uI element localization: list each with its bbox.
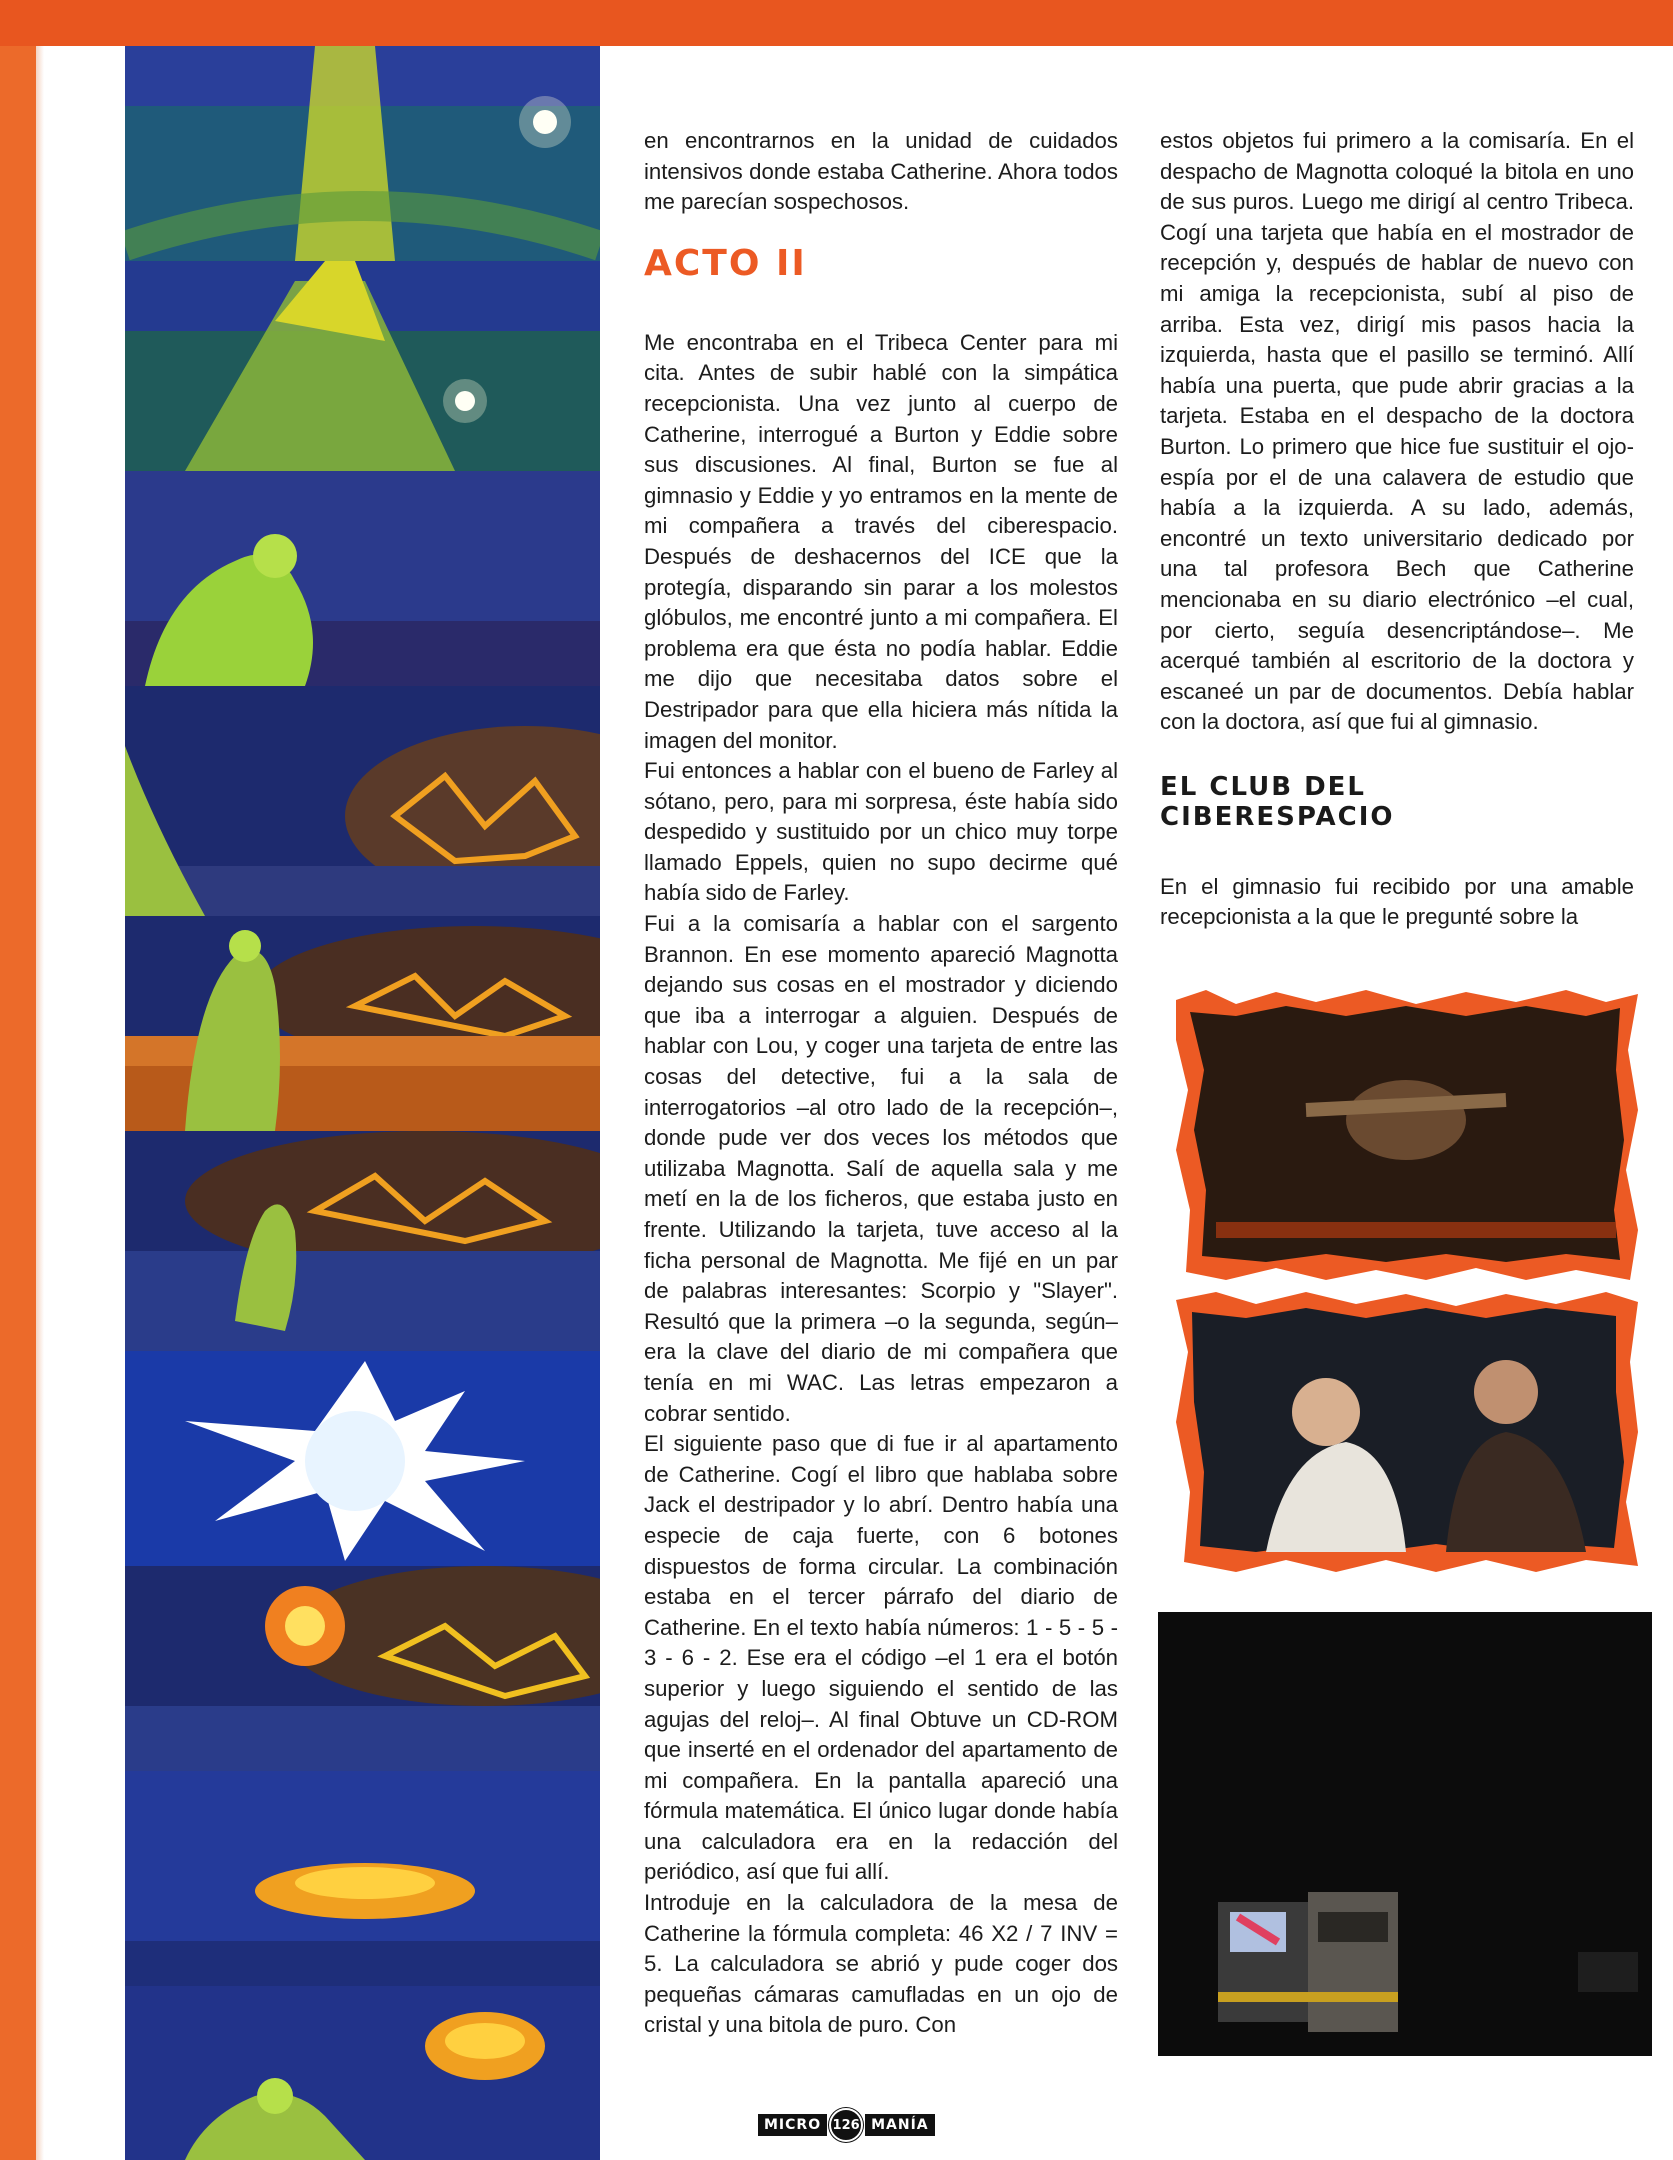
screenshot-frame-8	[125, 1566, 600, 1771]
screenshot-frame-7	[125, 1351, 600, 1566]
heading-acto-ii: ACTO II	[644, 242, 807, 284]
page-number: 126	[829, 2108, 863, 2142]
heading-club-ciberespacio	[1160, 772, 1634, 832]
article-column-middle	[644, 126, 1118, 2041]
screenshot-frame-4	[125, 686, 600, 916]
heading-line-1: EL CLUB DEL	[1160, 771, 1366, 802]
left-orange-edge	[0, 46, 36, 2160]
screenshot-frame-1	[125, 46, 600, 261]
logo-mania: MANÍA	[865, 2114, 935, 2136]
body-paragraph: Introduje en la calculadora de la mesa de Catherine la fórmula completa: 46 X2 / 7 INV = 5. La calculadora se abrió y pude coger dos pequeñas cámaras camufladas en un ojo de cristal y una bitola de puro. Con	[644, 1890, 1118, 2038]
screenshot-filmstrip	[125, 46, 600, 2160]
body-paragraph: En el gimnasio fui recibido por una amable recepcionista a la que le pregunté sobre la	[1160, 873, 1634, 930]
body-paragraph: Fui entonces a hablar con el bueno de Farley al sótano, pero, para mi sorpresa, éste había sido despedido y sustituido por un chico muy torpe llamado Eppels, quien no supo decirme qué había sido de Farley.	[644, 758, 1118, 906]
photo-dark-scene	[1158, 1612, 1652, 2056]
top-orange-bar	[0, 0, 1673, 46]
body-paragraph: El siguiente paso que di fue ir al apartamento de Catherine. Cogí el libro que hablaba sobre Jack el destripador y lo abrí. Dentro había una especie de caja fuerte, con 6 botones dispuestos de forma circular. La combinación estaba en el tercer párrafo del diario de Catherine. En el texto había números: 1 - 5 - 5 - 3 - 6 - 2. Ese era el código –el 1 era el botón superior y luego siguiendo el sentido de las agujas del reloj–. Al final Obtuve un CD-ROM que inserté en el ordenador del apartamento de mi compañera. En la pantalla apareció una fórmula matemática. El único lugar donde había una calculadora era en la redacción del periódico, así que fui allí.	[644, 1431, 1118, 1885]
screenshot-frame-3	[125, 471, 600, 686]
screenshot-frame-10	[125, 1986, 600, 2160]
photo-torn-edge-2	[1176, 1292, 1638, 1572]
left-edge-shadow	[36, 46, 44, 2160]
article-column-right	[1160, 126, 1634, 933]
screenshot-frame-5	[125, 916, 600, 1131]
footer-logo	[758, 2110, 935, 2140]
logo-micro: MICRO	[758, 2114, 827, 2136]
screenshot-frame-9	[125, 1771, 600, 1986]
heading-line-2: CIBERESPACIO	[1160, 801, 1395, 832]
body-paragraph: Fui a la comisaría a hablar con el sargento Brannon. En ese momento apareció Magnotta dejando sus cosas en el mostrador y diciendo que iba a interrogar a alguien. Después de hablar con Lou, y coger una tarjeta de entre las cosas del detective, fui a la sala de interrogatorios –al otro lado de la recepción–, donde pude ver dos veces los métodos que utilizaba Magnotta. Salí de aquella sala y me metí en la de los ficheros, que estaba justo en frente. Utilizando la tarjeta, tuve acceso al la ficha personal de Magnotta. Me fijé en un par de palabras interesantes: Scorpio y "Slayer". Resultó que la primera –o la segunda, según–era la clave del diario de mi compañera que tenía en mi WAC. Las letras empezaron a cobrar sentido.	[644, 911, 1118, 1426]
intro-paragraph: en encontrarnos en la unidad de cuidados intensivos donde estaba Catherine. Ahora todos me parecían sospechosos.	[644, 128, 1118, 215]
screenshot-frame-2	[125, 261, 600, 471]
body-paragraph: Me encontraba en el Tribeca Center para mi cita. Antes de subir hablé con la simpática recepcionista. Una vez junto al cuerpo de Catherine, interrogué a Burton y Eddie sobre sus discusiones. Al final, Burton se fue al gimnasio y Eddie y yo entramos en la mente de mi compañera a través del ciberespacio. Después de deshacernos del ICE que la protegía, disparando sin parar a los molestos glóbulos, me encontré junto a mi compañera. El problema era que ésta no podía hablar. Eddie me dijo que necesitaba datos sobre el Destripador para que ella hiciera más nítida la imagen del monitor.	[644, 329, 1118, 753]
body-paragraph: estos objetos fui primero a la comisaría. En el despacho de Magnotta coloqué la bitola en uno de sus puros. Luego me dirigí al centro Tribeca. Cogí una tarjeta que había en el mostrador de recepción y, después de hablar de nuevo con mi amiga la recepcionista, subí al piso de arriba. Esta vez, dirigí mis pasos hacia la izquierda, hasta que el pasillo se terminó. Allí había una puerta, que pude abrir gracias a la tarjeta. Estaba en el despacho de la doctora Burton. Lo primero que hice fue sustituir el ojo-espía por el de una calavera de estudio que había a la izquierda. A su lado, además, encontré un texto universitario dedicado por una tal profesora Bech que Catherine mencionaba en su diario electrónico –el cual, por cierto, seguía desencriptándose–. Me acerqué también al escritorio de la doctora y escaneé un par de documentos. Debía hablar con la doctora, así que fui al gimnasio.	[1160, 128, 1634, 735]
photo-torn-edge-1	[1176, 990, 1638, 1280]
screenshot-frame-6	[125, 1131, 600, 1351]
